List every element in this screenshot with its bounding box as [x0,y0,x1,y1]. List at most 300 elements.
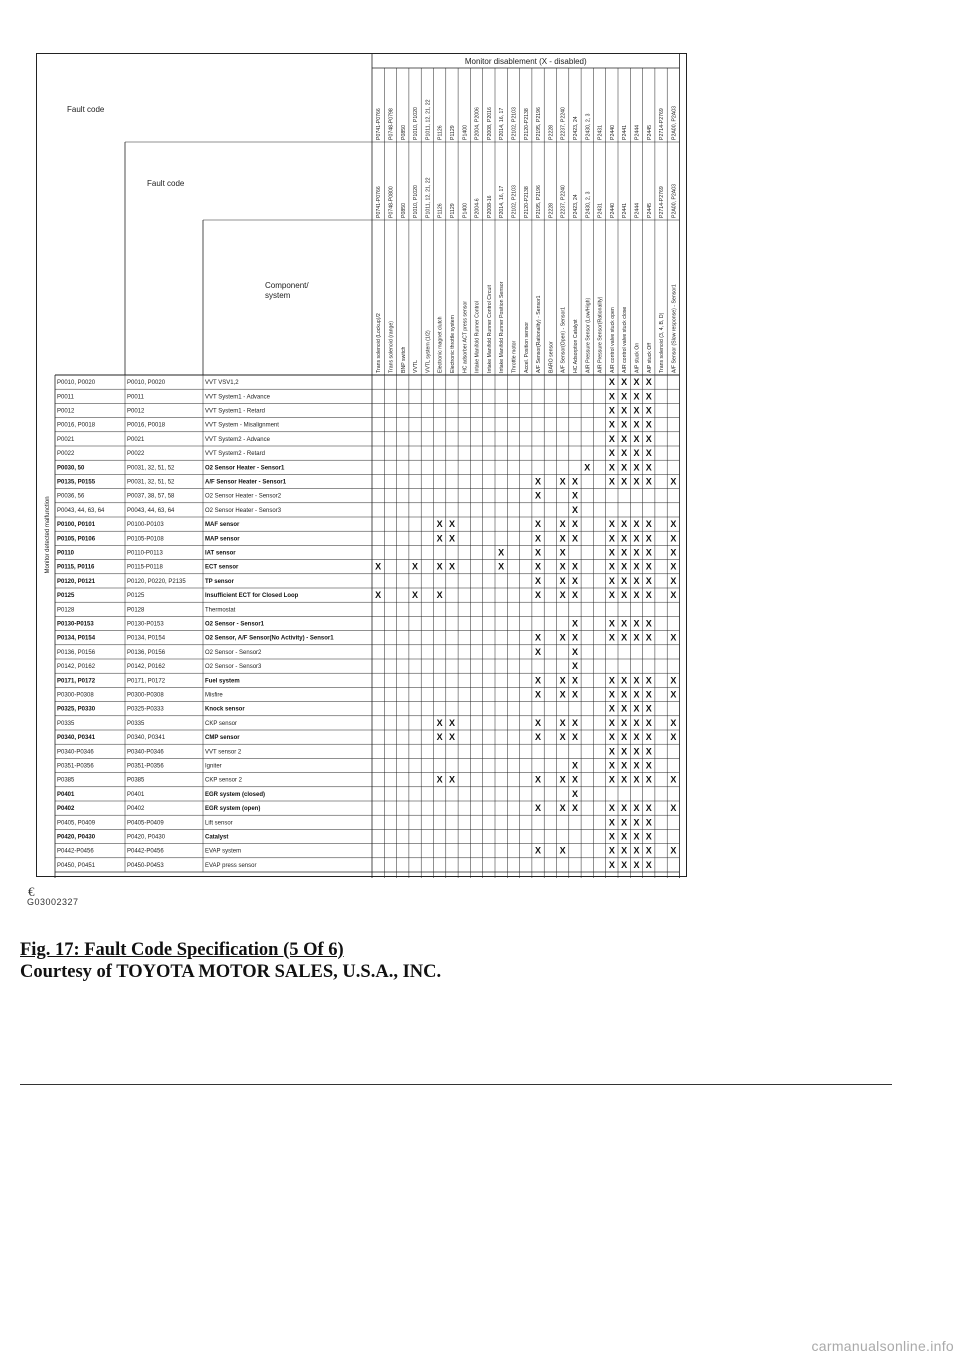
row-component: VVT sensor 2 [205,749,242,756]
row-code2: P0402 [127,806,145,813]
disabled-x-mark: X [670,774,677,785]
disabled-x-mark: X [621,803,628,814]
row-code1: P0340-P0346 [57,749,94,756]
disabled-x-mark: X [559,519,566,530]
column-code1: P2120-P2138 [523,108,530,140]
disabled-x-mark: X [535,533,542,544]
column-code1: P2228 [548,124,555,140]
disabled-x-mark: X [633,746,640,757]
row-component: O2 Sensor Heater - Sensor2 [205,493,282,500]
row-component: CMP sensor [205,735,240,742]
disabled-x-mark: X [645,533,652,544]
disabled-x-mark: X [571,646,578,657]
row-code2: P0021 [127,436,145,443]
column-code1: P1010, P1020 [413,107,420,140]
disabled-x-mark: X [448,561,455,572]
column-component: Trans solenoid (Lockup)/2 [376,313,383,373]
disabled-x-mark: X [535,675,542,686]
disabled-x-mark: X [670,845,677,856]
disabled-x-mark: X [633,519,640,530]
disabled-x-mark: X [621,391,628,402]
row-code2: P0142, P0162 [127,664,166,671]
disabled-x-mark: X [608,675,615,686]
super-header: Monitor disablement (X - disabled) [464,57,587,66]
row-code1: P0335 [57,720,75,727]
row-component: O2 Sensor Heater - Sensor3 [205,507,282,514]
column-component: Trans solenoid (range) [388,321,395,373]
row-component: Lift sensor [205,820,233,827]
disabled-x-mark: X [633,618,640,629]
disabled-x-mark: X [621,732,628,743]
disabled-x-mark: X [535,646,542,657]
disabled-x-mark: X [633,561,640,572]
disabled-x-mark: X [571,590,578,601]
column-component: HC Adsorption Catalyst [572,319,579,373]
disabled-x-mark: X [436,717,443,728]
disabled-x-mark: X [559,575,566,586]
row-code2: P0335 [127,720,145,727]
disabled-x-mark: X [670,533,677,544]
disabled-x-mark: X [645,817,652,828]
row-code1: P0036, 56 [57,493,85,500]
disabled-x-mark: X [498,547,505,558]
disabled-x-mark: X [670,632,677,643]
disabled-x-mark: X [621,561,628,572]
disabled-x-mark: X [645,689,652,700]
row-code1: P0128 [57,607,75,614]
disabled-x-mark: X [571,760,578,771]
disabled-x-mark: X [559,632,566,643]
disabled-x-mark: X [645,675,652,686]
disabled-x-mark: X [571,533,578,544]
disabled-x-mark: X [633,675,640,686]
disabled-x-mark: X [559,547,566,558]
disabled-x-mark: X [670,732,677,743]
row-code2: P0130-P0153 [127,621,164,628]
disabled-x-mark: X [645,405,652,416]
disabled-x-mark: X [608,845,615,856]
disabled-x-mark: X [436,774,443,785]
disabled-x-mark: X [608,533,615,544]
header-component: Component/ [265,281,309,290]
disabled-x-mark: X [535,590,542,601]
row-code2: P0401 [127,791,145,798]
disabled-x-mark: X [645,419,652,430]
column-component: AIP stuck On [634,342,641,373]
row-code1: P0016, P0018 [57,422,96,429]
row-code1: P0405, P0409 [57,820,96,827]
row-code2: P0031, 32, 51, 52 [127,465,175,472]
disabled-x-mark: X [621,845,628,856]
row-code1: P0022 [57,451,75,458]
disabled-x-mark: X [448,732,455,743]
disabled-x-mark: X [621,859,628,870]
disabled-x-mark: X [608,831,615,842]
disabled-x-mark: X [608,448,615,459]
disabled-x-mark: X [621,405,628,416]
disabled-x-mark: X [559,774,566,785]
disabled-x-mark: X [670,689,677,700]
column-code1: P0748-P0798 [388,108,395,140]
disabled-x-mark: X [621,689,628,700]
column-code2: P2120-P2138 [523,186,530,218]
column-component: Accel. Position sensor [523,321,530,373]
disabled-x-mark: X [608,803,615,814]
row-code1: P0401 [57,791,75,798]
disabled-x-mark: X [571,689,578,700]
row-code2: P0010, P0020 [127,380,166,387]
disabled-x-mark: X [535,519,542,530]
disabled-x-mark: X [608,547,615,558]
row-code2: P0037, 38, 57, 58 [127,493,175,500]
row-code2: P0031, 32, 51, 52 [127,479,175,486]
row-code1: P0021 [57,436,75,443]
column-component: Intake Manifold Runner Position Sensor [499,281,506,373]
disabled-x-mark: X [645,803,652,814]
disabled-x-mark: X [436,732,443,743]
header-system: system [265,291,291,300]
disabled-x-mark: X [645,476,652,487]
disabled-x-mark: X [621,419,628,430]
column-code2: P2445 [646,202,653,218]
disabled-x-mark: X [670,803,677,814]
row-code2: P0325-P0333 [127,706,164,713]
disabled-x-mark: X [608,476,615,487]
disabled-x-mark: X [571,519,578,530]
disabled-x-mark: X [645,462,652,473]
row-code1: P0325, P0330 [57,706,96,713]
disabled-x-mark: X [621,547,628,558]
disabled-x-mark: X [645,391,652,402]
disabled-x-mark: X [645,632,652,643]
column-code1: P2444 [634,124,641,140]
column-code1: P2445 [646,124,653,140]
column-component: AIR Pressure Sensor(Rationality) [597,296,604,373]
column-component: Electronic throttle system [449,315,456,373]
row-code2: P0300-P0308 [127,692,164,699]
row-component: MAF sensor [205,522,240,529]
row-code2: P0100-P0103 [127,522,164,529]
disabled-x-mark: X [645,377,652,388]
disabled-x-mark: X [645,831,652,842]
disabled-x-mark: X [436,519,443,530]
row-component: VVT System - Misalignment [205,422,279,429]
disabled-x-mark: X [633,377,640,388]
row-code1: P0011 [57,394,74,401]
row-component: VVT VSV1,2 [205,380,239,387]
column-code2: P2714-P2769 [659,186,666,218]
fault-code-table-figure [36,53,687,877]
column-code2: P0741-P0766 [376,186,383,218]
column-component: BARO sensor [548,341,555,373]
disabled-x-mark: X [571,732,578,743]
disabled-x-mark: X [645,732,652,743]
row-code2: P0385 [127,777,145,784]
row-component: O2 Sensor - Sensor1 [205,621,265,628]
row-code2: P0420, P0430 [127,834,166,841]
disabled-x-mark: X [571,575,578,586]
disabled-x-mark: X [633,419,640,430]
disabled-x-mark: X [645,433,652,444]
disabled-x-mark: X [633,632,640,643]
disabled-x-mark: X [633,448,640,459]
disabled-x-mark: X [412,561,419,572]
row-code2: P0022 [127,451,145,458]
row-code1: P0300-P0308 [57,692,94,699]
disabled-x-mark: X [448,774,455,785]
disabled-x-mark: X [412,590,419,601]
row-code2: P0110-P0113 [127,550,163,557]
row-component: MAP sensor [205,536,240,543]
disabled-x-mark: X [608,462,615,473]
side-label: Monitor detected malfunction [45,496,51,574]
disabled-x-mark: X [633,774,640,785]
column-code2: P2004-6 [474,198,481,218]
row-component: ECT sensor [205,564,239,571]
row-code2: P0011 [127,394,144,401]
disabled-x-mark: X [608,732,615,743]
row-component: O2 Sensor - Sensor3 [205,664,262,671]
column-code2: P2441 [622,202,629,218]
disabled-x-mark: X [608,575,615,586]
disabled-x-mark: X [633,689,640,700]
column-component: AIP stuck Off [646,342,653,373]
disabled-x-mark: X [621,632,628,643]
column-component: A/F Sensor(Rationality) - Sensor1 [536,295,543,373]
column-code1: P2714-P2769 [659,108,666,140]
disabled-x-mark: X [448,717,455,728]
disabled-x-mark: X [608,405,615,416]
disabled-x-mark: X [448,533,455,544]
disabled-x-mark: X [608,419,615,430]
disabled-x-mark: X [535,845,542,856]
disabled-x-mark: X [608,519,615,530]
row-code2: P0171, P0172 [127,678,166,685]
column-component: Throttle motor [511,340,518,373]
disabled-x-mark: X [535,575,542,586]
disabled-x-mark: X [448,519,455,530]
disabled-x-mark: X [375,590,382,601]
disabled-x-mark: X [621,448,628,459]
column-code2: P2195, P2196 [536,185,543,218]
column-code1: P1126 [437,125,444,140]
row-component: EGR system (closed) [205,791,266,798]
disabled-x-mark: X [621,817,628,828]
disabled-x-mark: X [670,590,677,601]
disabled-x-mark: X [633,717,640,728]
column-code2: P1126 [437,203,444,218]
disabled-x-mark: X [436,561,443,572]
disabled-x-mark: X [633,803,640,814]
row-code1: P0442-P0456 [57,848,94,855]
row-component: CKP sensor [205,720,237,727]
column-code1: P2441 [622,124,629,140]
row-code1: P0012 [57,408,75,415]
column-code1: P2237, P2240 [560,107,567,140]
row-code1: P0105, P0106 [57,536,96,543]
disabled-x-mark: X [645,575,652,586]
disabled-x-mark: X [621,575,628,586]
column-code1: P1129 [449,125,456,140]
column-code1: P2008, P2016 [486,107,493,140]
disabled-x-mark: X [645,448,652,459]
row-code2: P0128 [127,607,145,614]
column-code2: P2228 [548,202,555,218]
disabled-x-mark: X [633,732,640,743]
disabled-x-mark: X [621,377,628,388]
disabled-x-mark: X [633,845,640,856]
column-code1: P2430, 2, 3 [585,113,592,140]
disabled-x-mark: X [645,561,652,572]
row-code1: P0115, P0116 [57,564,95,571]
disabled-x-mark: X [535,561,542,572]
disabled-x-mark: X [670,519,677,530]
disabled-x-mark: X [621,746,628,757]
disabled-x-mark: X [535,689,542,700]
disabled-x-mark: X [645,717,652,728]
row-code2: P0012 [127,408,145,415]
row-code1: P0340, P0341 [57,735,96,742]
row-code1: P0135, P0155 [57,479,96,486]
row-code1: P0171, P0172 [57,678,96,685]
row-component: IAT sensor [205,550,236,557]
row-component: Igniter [205,763,222,770]
disabled-x-mark: X [559,561,566,572]
column-component: Electronic magnet clutch [437,316,444,373]
disabled-x-mark: X [571,788,578,799]
disabled-x-mark: X [498,561,505,572]
column-component: AIR Pressure Sensor (Low/High) [585,297,592,373]
row-component: Insufficient ECT for Closed Loop [205,593,299,600]
disabled-x-mark: X [621,590,628,601]
disabled-x-mark: X [608,618,615,629]
row-code1: P0125 [57,593,75,600]
disabled-x-mark: X [621,675,628,686]
row-code2: P0043, 44, 63, 64 [127,507,175,514]
disabled-x-mark: X [645,590,652,601]
row-component: EVAP system [205,848,242,855]
row-component: VVT System1 - Advance [205,394,270,401]
disabled-x-mark: X [633,831,640,842]
row-code1: P0130-P0153 [57,621,94,628]
disabled-x-mark: X [535,632,542,643]
row-component: Misfire [205,692,223,699]
column-component: BNP switch [400,346,407,373]
disabled-x-mark: X [621,433,628,444]
disabled-x-mark: X [571,803,578,814]
row-component: VVT System2 - Retard [205,451,265,458]
column-code1: P1400 [462,124,469,140]
row-code2: P0340, P0341 [127,735,166,742]
column-code2: P0748-P0800 [388,186,395,218]
row-code2: P0134, P0154 [127,635,166,642]
disabled-x-mark: X [621,717,628,728]
row-code1: P0420, P0430 [57,834,96,841]
column-code1: P2195, P2196 [536,107,543,140]
row-code1: P0030, 50 [57,465,85,472]
disabled-x-mark: X [608,561,615,572]
disabled-x-mark: X [559,845,566,856]
disabled-x-mark: X [645,703,652,714]
column-component: HC adsorber ACT press sensor [462,301,469,373]
column-code2: P2008-16 [486,195,493,218]
column-code2: P2014, 16, 17 [499,185,506,218]
disabled-x-mark: X [571,661,578,672]
disabled-x-mark: X [633,703,640,714]
column-code2: P2237, P2240 [560,185,567,218]
disabled-x-mark: X [633,391,640,402]
disabled-x-mark: X [633,433,640,444]
disabled-x-mark: X [645,618,652,629]
horizontal-rule [20,1084,892,1085]
disabled-x-mark: X [621,533,628,544]
disabled-x-mark: X [645,774,652,785]
column-code1: P2102, P2103 [511,107,518,140]
column-component: Intake Manifold Runner Control Circuit [486,285,493,373]
disabled-x-mark: X [608,703,615,714]
row-component: O2 Sensor, A/F Sensor(No Activity) - Sensor1 [205,635,334,642]
disabled-x-mark: X [645,859,652,870]
column-code1: P2431 [597,124,604,140]
row-code2: P0442-P0456 [127,848,164,855]
column-code2: P1011, 12, 21, 22 [425,177,432,218]
disabled-x-mark: X [559,476,566,487]
column-code1: P2A00, P2A03 [671,105,678,140]
figure-marker: € [28,884,35,899]
row-code2: P0136, P0156 [127,649,166,656]
header-fault-code-1: Fault code [67,105,105,114]
column-component: VVTL system (1/2) [425,330,432,373]
courtesy-line: Courtesy of TOYOTA MOTOR SALES, U.S.A., INC. [20,962,442,982]
disabled-x-mark: X [645,547,652,558]
disabled-x-mark: X [670,547,677,558]
column-code1: P1011, 12, 21, 22 [425,99,432,140]
row-component: O2 Sensor - Sensor2 [205,649,262,656]
disabled-x-mark: X [645,746,652,757]
row-code1: P0402 [57,806,75,813]
row-code1: P0450, P0451 [57,862,96,869]
disabled-x-mark: X [670,575,677,586]
disabled-x-mark: X [559,533,566,544]
disabled-x-mark: X [559,717,566,728]
disabled-x-mark: X [559,732,566,743]
disabled-x-mark: X [571,618,578,629]
disabled-x-mark: X [608,632,615,643]
disabled-x-mark: X [375,561,382,572]
row-code1: P0351-P0356 [57,763,94,770]
figure-caption-link[interactable]: Fig. 17: Fault Code Specification (5 Of 6) [20,940,344,960]
figure-code: G03002327 [27,897,79,907]
disabled-x-mark: X [559,590,566,601]
row-code1: P0385 [57,777,75,784]
disabled-x-mark: X [633,590,640,601]
disabled-x-mark: X [645,845,652,856]
disabled-x-mark: X [670,717,677,728]
disabled-x-mark: X [621,618,628,629]
disabled-x-mark: X [608,859,615,870]
disabled-x-mark: X [571,561,578,572]
column-code2: P0850 [400,202,407,218]
column-code2: P2423, 24 [572,194,579,218]
row-component: A/F Sensor Heater - Sensor1 [205,479,287,486]
disabled-x-mark: X [621,519,628,530]
disabled-x-mark: X [535,732,542,743]
disabled-x-mark: X [559,675,566,686]
disabled-x-mark: X [608,689,615,700]
fault-code-table [37,54,688,878]
disabled-x-mark: X [633,859,640,870]
disabled-x-mark: X [621,831,628,842]
